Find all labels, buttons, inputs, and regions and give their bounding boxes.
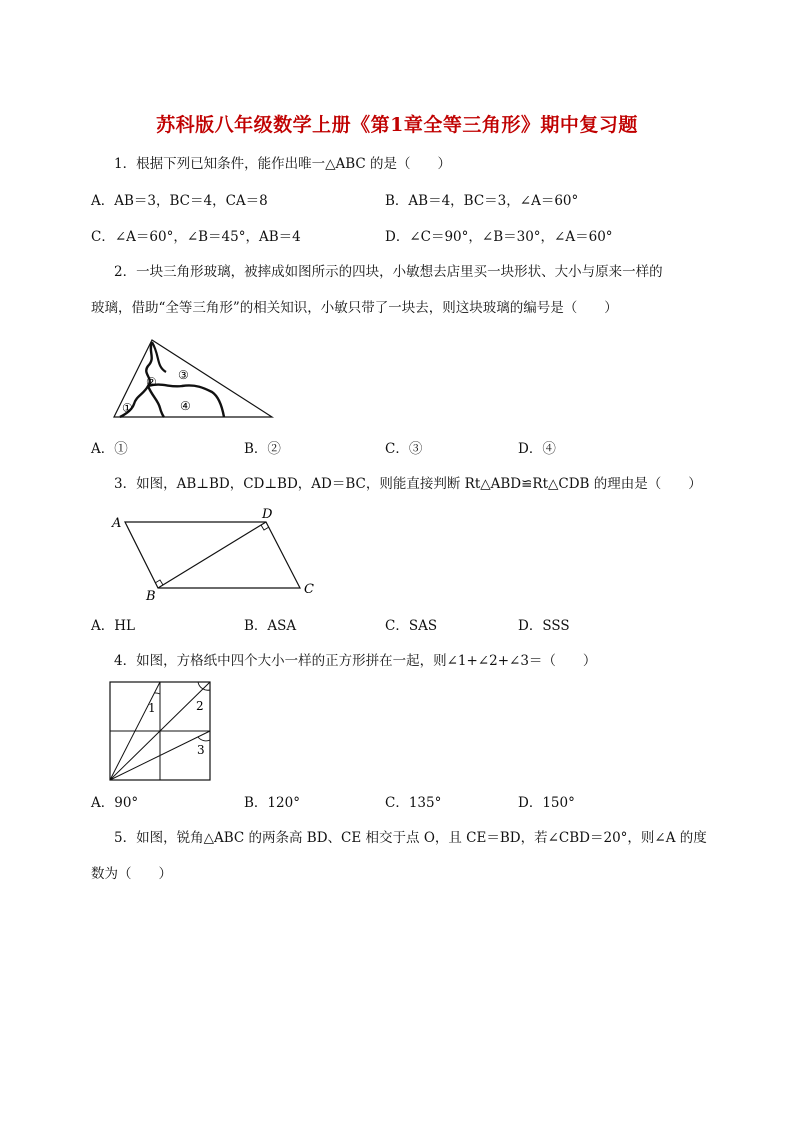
q2-broken-glass-figure — [108, 334, 278, 424]
vertex-d-label: D — [262, 507, 273, 522]
q4-stem: 4．如图，方格纸中四个大小一样的正方形拼在一起，则∠1+∠2+∠3＝（ ） — [114, 653, 597, 669]
crack-middle — [148, 386, 164, 417]
angle-1-arc — [154, 693, 160, 694]
angle-2-label: 2 — [196, 699, 204, 713]
q2-option-c: C．③ — [385, 441, 423, 457]
q3-option-a: A．HL — [91, 618, 135, 634]
q2-option-a: A．① — [91, 441, 128, 457]
piece-4-label: ④ — [180, 399, 191, 413]
vertex-a-label: A — [112, 516, 122, 531]
glass-outline — [114, 340, 272, 417]
q1-option-b: B．AB＝4，BC＝3，∠A＝60° — [385, 193, 579, 209]
q4-option-b: B．120° — [244, 795, 300, 811]
q1-option-d: D．∠C＝90°，∠B＝30°，∠A＝60° — [385, 229, 613, 245]
q3-option-c: C．SAS — [385, 618, 438, 634]
q3-parallelogram-figure — [108, 506, 323, 606]
piece-2-label: ② — [146, 375, 157, 389]
q3-option-b: B．ASA — [244, 618, 297, 634]
q2-option-d: D．④ — [518, 441, 556, 457]
q1-option-c: C．∠A＝60°，∠B＝45°，AB＝4 — [91, 229, 301, 245]
q4-option-c: C．135° — [385, 795, 442, 811]
vertex-c-label: C — [304, 582, 314, 597]
angle-3-label: 3 — [197, 743, 205, 757]
q2-option-b: B．② — [244, 441, 281, 457]
q5-stem-line1: 5．如图，锐角△ABC 的两条高 BD、CE 相交于点 O，且 CE＝BD，若∠CBD＝20°，则∠A 的度 — [114, 830, 707, 846]
q1-stem: 1．根据下列已知条件，能作出唯一△ABC 的是（ ） — [114, 156, 452, 172]
page-title: 苏科版八年级数学上册《第1章全等三角形》期中复习题 — [156, 114, 638, 136]
piece-3-label: ③ — [178, 368, 189, 382]
q2-stem-line1: 2．一块三角形玻璃，被摔成如图所示的四块，小敏想去店里买一块形状、大小与原来一样的 — [114, 264, 663, 280]
q4-option-a: A．90° — [91, 795, 139, 811]
q1-option-a: A．AB＝3，BC＝4，CA＝8 — [91, 193, 268, 209]
diagonal-bd — [158, 522, 266, 588]
vertex-b-label: B — [146, 589, 156, 604]
q5-stem-line2: 数为（ ） — [91, 866, 172, 882]
q3-stem: 3．如图，AB⊥BD，CD⊥BD，AD＝BC，则能直接判断 Rt△ABD≌Rt△CDB 的理由是（ ） — [114, 476, 702, 492]
angle-3-arc — [198, 737, 210, 741]
q4-option-d: D．150° — [518, 795, 575, 811]
crack-top — [152, 342, 166, 372]
q2-stem-line2: 玻璃，借助“全等三角形”的相关知识，小敏只带了一块去，则这块玻璃的编号是（ ） — [91, 300, 618, 316]
q4-grid-figure — [108, 680, 214, 784]
q3-option-d: D．SSS — [518, 618, 570, 634]
angle-1-label: 1 — [148, 701, 156, 715]
piece-1-label: ① — [122, 401, 133, 415]
